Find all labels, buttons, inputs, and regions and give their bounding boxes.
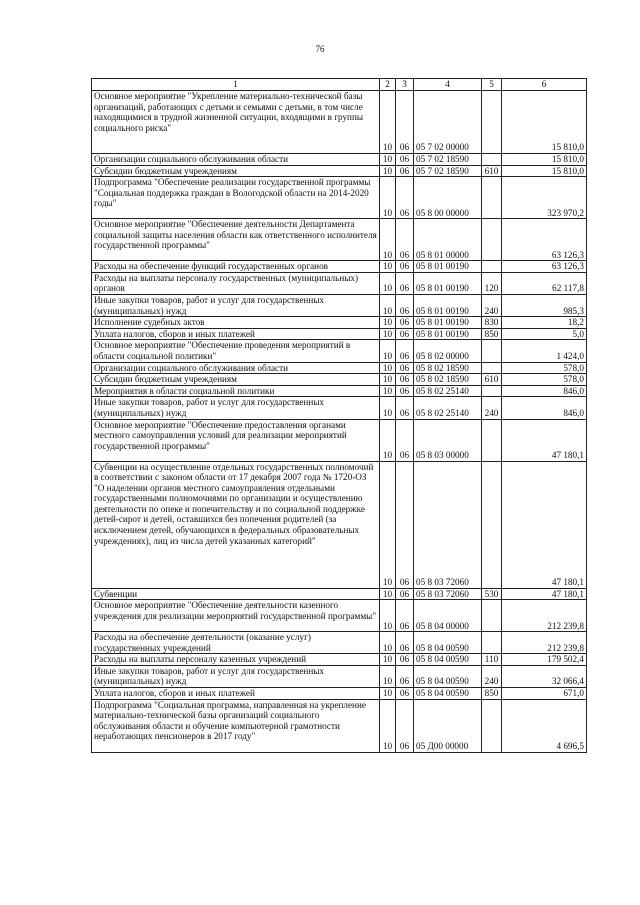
expense-type-cell: 830	[482, 317, 502, 329]
subsection-code-cell: 06	[396, 294, 414, 316]
row-name-cell: Субвенции на осуществление отдельных государственных полномочий в соответствии с законом области от 17 декабря 2007 года № 1720-ОЗ "О наделении органов местного самоуправления отдельными государственными полномочиями по организации и осуществлению деятельности по опеке и попечительству и по социальной поддержке детей-сирот и детей, оставшихся без попечения родителей (за исключением детей, обучающихся в федеральных образовательных учреждениях), лиц из числа детей указанных категорий"	[92, 461, 380, 588]
section-code-cell: 10	[380, 340, 396, 362]
subsection-code-cell: 06	[396, 177, 414, 219]
expense-type-cell	[482, 632, 502, 654]
subsection-code-cell: 06	[396, 632, 414, 654]
section-code-cell: 10	[380, 362, 396, 374]
section-code-cell: 10	[380, 91, 396, 154]
target-article-cell: 05 8 01 00190	[414, 294, 482, 316]
row-name-cell: Основное мероприятие "Обеспечение деятельности Департамента социальной защиты населения области как ответственного исполнителя государственной программы"	[92, 219, 380, 261]
row-name-cell: Исполнение судебных актов	[92, 317, 380, 329]
row-name-cell: Субсидии бюджетным учреждениям	[92, 165, 380, 177]
section-code-cell: 10	[380, 261, 396, 273]
table-row	[92, 374, 587, 386]
table-row	[92, 219, 587, 261]
section-code-cell: 10	[380, 600, 396, 632]
expense-type-cell: 610	[482, 374, 502, 386]
table-row	[92, 600, 587, 632]
row-name-cell: Субвенции	[92, 588, 380, 600]
header-cell: 4	[414, 79, 482, 91]
section-code-cell: 10	[380, 374, 396, 386]
amount-cell: 212 239,8	[502, 632, 587, 654]
expense-type-cell	[482, 340, 502, 362]
table-row	[92, 165, 587, 177]
expense-type-cell: 850	[482, 688, 502, 700]
row-name-cell: Уплата налогов, сборов и иных платежей	[92, 688, 380, 700]
amount-cell: 47 180,1	[502, 588, 587, 600]
table-row	[92, 272, 587, 294]
amount-cell: 578,0	[502, 362, 587, 374]
header-cell: 3	[396, 79, 414, 91]
section-code-cell: 10	[380, 272, 396, 294]
amount-cell: 4 696,5	[502, 699, 587, 752]
row-name-cell: Уплата налогов, сборов и иных платежей	[92, 328, 380, 340]
expense-type-cell	[482, 219, 502, 261]
row-name-cell: Иные закупки товаров, работ и услуг для государственных (муниципальных) нужд	[92, 294, 380, 316]
row-name-cell: Организации социального обслуживания области	[92, 154, 380, 166]
subsection-code-cell: 06	[396, 340, 414, 362]
section-code-cell: 10	[380, 385, 396, 397]
row-name-cell: Основное мероприятие "Укрепление материально-технической базы организаций, работающих с детьми и семьями с детьми, в том числе находящимися в трудной жизненной ситуации, входящими в группы социального риска"	[92, 91, 380, 154]
table-row	[92, 294, 587, 316]
section-code-cell: 10	[380, 165, 396, 177]
row-name-cell: Основное мероприятие "Обеспечение деятельности казенного учреждения для реализации мероприятий государственной программы"	[92, 600, 380, 632]
table-row	[92, 177, 587, 219]
row-name-cell: Иные закупки товаров, работ и услуг для государственных (муниципальных) нужд	[92, 397, 380, 419]
expense-type-cell: 240	[482, 397, 502, 419]
target-article-cell: 05 8 02 25140	[414, 397, 482, 419]
subsection-code-cell: 06	[396, 328, 414, 340]
row-name-cell: Организации социального обслуживания области	[92, 362, 380, 374]
expense-type-cell: 120	[482, 272, 502, 294]
expense-type-cell: 110	[482, 654, 502, 666]
target-article-cell: 05 8 03 00000	[414, 419, 482, 461]
expense-type-cell	[482, 419, 502, 461]
amount-cell: 1 424,0	[502, 340, 587, 362]
target-article-cell: 05 8 01 00000	[414, 219, 482, 261]
target-article-cell: 05 7 02 18590	[414, 165, 482, 177]
budget-table	[91, 78, 587, 753]
table-row	[92, 688, 587, 700]
section-code-cell: 10	[380, 397, 396, 419]
target-article-cell: 05 8 04 00590	[414, 632, 482, 654]
target-article-cell: 05 8 00 00000	[414, 177, 482, 219]
table-row	[92, 699, 587, 752]
target-article-cell: 05 8 02 25140	[414, 385, 482, 397]
target-article-cell: 05 8 02 00000	[414, 340, 482, 362]
table-row	[92, 654, 587, 666]
target-article-cell: 05 8 03 72060	[414, 588, 482, 600]
target-article-cell: 05 8 01 00190	[414, 272, 482, 294]
table-row	[92, 588, 587, 600]
subsection-code-cell: 06	[396, 588, 414, 600]
row-name-cell: Подпрограмма "Обеспечение реализации государственной программы "Социальная поддержка граждан в Вологодской области на 2014-2020 годы"	[92, 177, 380, 219]
section-code-cell: 10	[380, 419, 396, 461]
table-row	[92, 317, 587, 329]
expense-type-cell: 240	[482, 294, 502, 316]
amount-cell: 47 180,1	[502, 419, 587, 461]
expense-type-cell	[482, 385, 502, 397]
row-name-cell: Подпрограмма "Социальная программа, направленная на укрепление материально-технической базы организаций социального обслуживания области и обучение компьютерной грамотности неработающих пенсионеров в 2017 году"	[92, 699, 380, 752]
amount-cell: 985,3	[502, 294, 587, 316]
table-row	[92, 632, 587, 654]
amount-cell: 846,0	[502, 397, 587, 419]
table-row	[92, 340, 587, 362]
header-cell: 5	[482, 79, 502, 91]
subsection-code-cell: 06	[396, 688, 414, 700]
subsection-code-cell: 06	[396, 385, 414, 397]
expense-type-cell	[482, 91, 502, 154]
table-row	[92, 154, 587, 166]
expense-type-cell	[482, 362, 502, 374]
expense-type-cell	[482, 177, 502, 219]
table-row	[92, 385, 587, 397]
expense-type-cell	[482, 461, 502, 588]
amount-cell: 18,2	[502, 317, 587, 329]
target-article-cell: 05 Д00 00000	[414, 699, 482, 752]
amount-cell: 179 502,4	[502, 654, 587, 666]
expense-type-cell: 610	[482, 165, 502, 177]
amount-cell: 578,0	[502, 374, 587, 386]
target-article-cell: 05 8 02 18590	[414, 362, 482, 374]
section-code-cell: 10	[380, 688, 396, 700]
section-code-cell: 10	[380, 632, 396, 654]
header-cell: 6	[502, 79, 587, 91]
amount-cell: 212 239,8	[502, 600, 587, 632]
subsection-code-cell: 06	[396, 419, 414, 461]
target-article-cell: 05 7 02 18590	[414, 154, 482, 166]
table-header-row	[92, 79, 587, 91]
expense-type-cell: 530	[482, 588, 502, 600]
amount-cell: 5,0	[502, 328, 587, 340]
amount-cell: 62 117,8	[502, 272, 587, 294]
page-number: 76	[315, 44, 325, 54]
subsection-code-cell: 06	[396, 665, 414, 687]
subsection-code-cell: 06	[396, 91, 414, 154]
target-article-cell: 05 8 01 00190	[414, 328, 482, 340]
row-name-cell: Расходы на выплаты персоналу государственных (муниципальных) органов	[92, 272, 380, 294]
row-name-cell: Мероприятия в области социальной политики	[92, 385, 380, 397]
target-article-cell: 05 8 02 18590	[414, 374, 482, 386]
expense-type-cell	[482, 154, 502, 166]
expense-type-cell: 240	[482, 665, 502, 687]
row-name-cell: Иные закупки товаров, работ и услуг для государственных (муниципальных) нужд	[92, 665, 380, 687]
section-code-cell: 10	[380, 654, 396, 666]
subsection-code-cell: 06	[396, 261, 414, 273]
expense-type-cell	[482, 261, 502, 273]
header-cell: 1	[92, 79, 380, 91]
row-name-cell: Расходы на выплаты персоналу казенных учреждений	[92, 654, 380, 666]
table-row	[92, 397, 587, 419]
section-code-cell: 10	[380, 588, 396, 600]
table-row	[92, 362, 587, 374]
subsection-code-cell: 06	[396, 461, 414, 588]
table-row	[92, 419, 587, 461]
table-row	[92, 665, 587, 687]
row-name-cell: Расходы на обеспечение деятельности (оказание услуг) государственных учреждений	[92, 632, 380, 654]
amount-cell: 323 970,2	[502, 177, 587, 219]
subsection-code-cell: 06	[396, 600, 414, 632]
target-article-cell: 05 8 03 72060	[414, 461, 482, 588]
table-row	[92, 261, 587, 273]
section-code-cell: 10	[380, 317, 396, 329]
target-article-cell: 05 8 04 00590	[414, 688, 482, 700]
section-code-cell: 10	[380, 665, 396, 687]
table-row	[92, 91, 587, 154]
header-cell: 2	[380, 79, 396, 91]
target-article-cell: 05 8 04 00000	[414, 600, 482, 632]
amount-cell: 671,0	[502, 688, 587, 700]
table-row	[92, 328, 587, 340]
expense-type-cell	[482, 600, 502, 632]
section-code-cell: 10	[380, 294, 396, 316]
section-code-cell: 10	[380, 154, 396, 166]
target-article-cell: 05 7 02 00000	[414, 91, 482, 154]
subsection-code-cell: 06	[396, 165, 414, 177]
row-name-cell: Основное мероприятие "Обеспечение проведения мероприятий в области социальной политики"	[92, 340, 380, 362]
row-name-cell: Расходы на обеспечение функций государственных органов	[92, 261, 380, 273]
amount-cell: 63 126,3	[502, 219, 587, 261]
subsection-code-cell: 06	[396, 397, 414, 419]
amount-cell: 15 810,0	[502, 154, 587, 166]
table-row	[92, 461, 587, 588]
expense-type-cell	[482, 699, 502, 752]
subsection-code-cell: 06	[396, 272, 414, 294]
amount-cell: 32 066,4	[502, 665, 587, 687]
row-name-cell: Субсидии бюджетным учреждениям	[92, 374, 380, 386]
expense-type-cell: 850	[482, 328, 502, 340]
target-article-cell: 05 8 04 00590	[414, 665, 482, 687]
amount-cell: 63 126,3	[502, 261, 587, 273]
amount-cell: 15 810,0	[502, 91, 587, 154]
section-code-cell: 10	[380, 219, 396, 261]
section-code-cell: 10	[380, 699, 396, 752]
amount-cell: 15 810,0	[502, 165, 587, 177]
row-name-cell: Основное мероприятие "Обеспечение предоставления органами местного самоуправления условий для реализации мероприятий государственной программы"	[92, 419, 380, 461]
subsection-code-cell: 06	[396, 374, 414, 386]
subsection-code-cell: 06	[396, 362, 414, 374]
section-code-cell: 10	[380, 328, 396, 340]
amount-cell: 47 180,1	[502, 461, 587, 588]
subsection-code-cell: 06	[396, 219, 414, 261]
target-article-cell: 05 8 04 00590	[414, 654, 482, 666]
subsection-code-cell: 06	[396, 699, 414, 752]
target-article-cell: 05 8 01 00190	[414, 317, 482, 329]
subsection-code-cell: 06	[396, 317, 414, 329]
target-article-cell: 05 8 01 00190	[414, 261, 482, 273]
section-code-cell: 10	[380, 461, 396, 588]
subsection-code-cell: 06	[396, 654, 414, 666]
section-code-cell: 10	[380, 177, 396, 219]
amount-cell: 846,0	[502, 385, 587, 397]
subsection-code-cell: 06	[396, 154, 414, 166]
